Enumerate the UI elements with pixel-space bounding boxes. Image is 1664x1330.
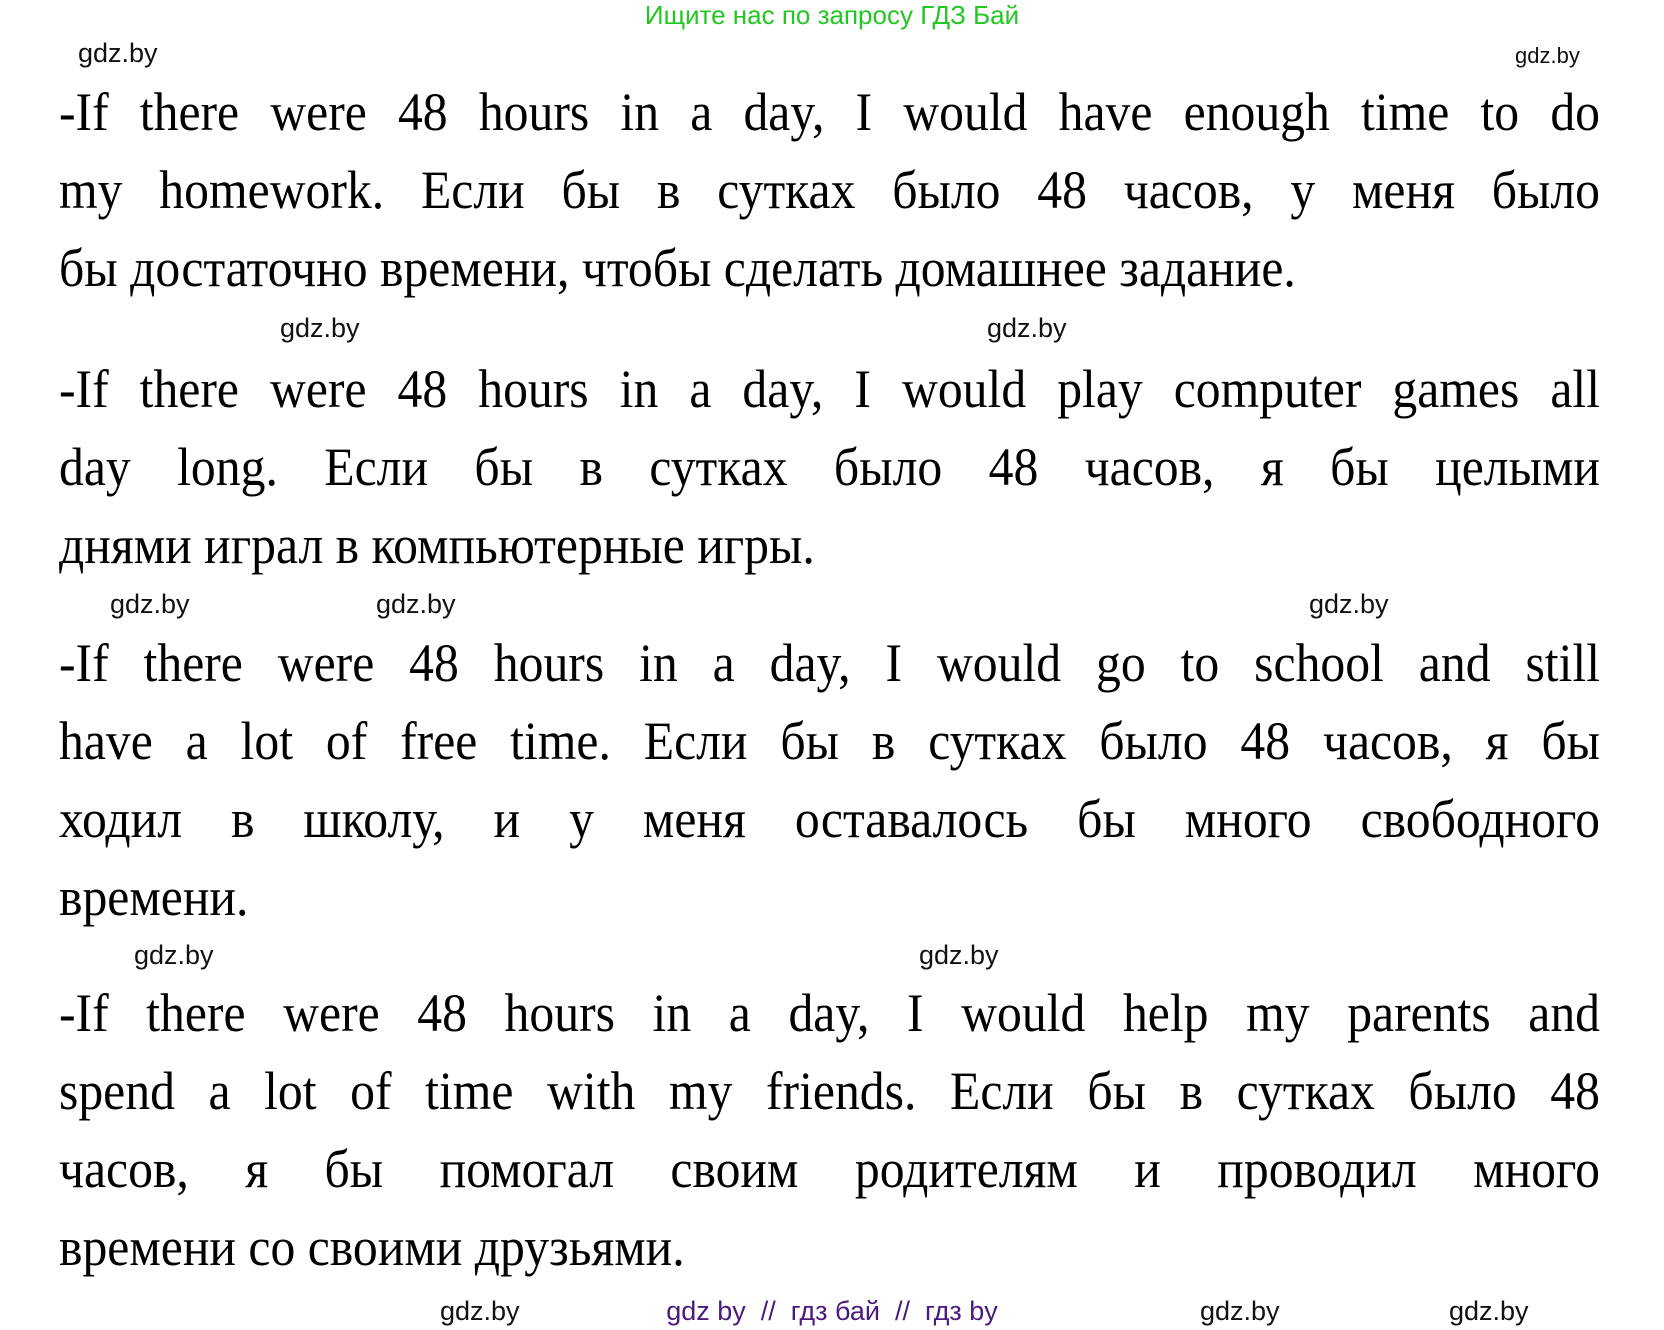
text-line: -If there were 48 hours in a day, I would have enough time to do [59,82,1600,142]
text-line: have a lot of free time. Если бы в сутках было 48 часов, я бы [59,711,1600,771]
text-line: днями играл в компьютерные игры. [59,515,815,575]
watermark: gdz.by [280,313,360,343]
watermark: gdz.by [440,1296,520,1326]
text-line: времени со своими друзьями. [59,1217,685,1277]
text-line: -If there were 48 hours in a day, I would play computer games all [59,359,1600,419]
text-line: часов, я бы помогал своим родителям и проводил много [59,1139,1600,1199]
watermark: gdz.by [376,589,456,619]
text-line: бы достаточно времени, чтобы сделать домашнее задание. [59,238,1296,298]
watermark: gdz.by [1449,1296,1529,1326]
text-line: времени. [59,867,249,927]
watermark: gdz.by [987,313,1067,343]
watermark: gdz.by [110,589,190,619]
search-hint-watermark: Ищите нас по запросу ГДЗ Бай [644,0,1020,30]
watermark: gdz.by [919,940,999,970]
text-line: ходил в школу, и у меня оставалось бы много свободного [59,789,1600,849]
text-line: -If there were 48 hours in a day, I would go to school and still [59,633,1600,693]
text-line: spend a lot of time with my friends. Если бы в сутках было 48 [59,1061,1600,1121]
answer-paragraph-1 [59,73,1600,307]
answer-paragraph-3 [59,624,1600,936]
text-line: day long. Если бы в сутках было 48 часов, я бы целыми [59,437,1600,497]
text-line: my homework. Если бы в сутках было 48 часов, у меня было [59,160,1600,220]
watermark: gdz.by [78,38,158,68]
watermark: gdz.by [1515,43,1580,68]
answer-paragraph-2 [59,350,1600,584]
watermark: gdz.by [1309,589,1389,619]
watermark: gdz.by [134,940,214,970]
answer-paragraph-4 [59,974,1600,1286]
watermark: gdz.by [1200,1296,1280,1326]
text-line: -If there were 48 hours in a day, I would help my parents and [59,983,1600,1043]
footer-watermark: gdz by // гдз бай // гдз by [666,1296,998,1326]
